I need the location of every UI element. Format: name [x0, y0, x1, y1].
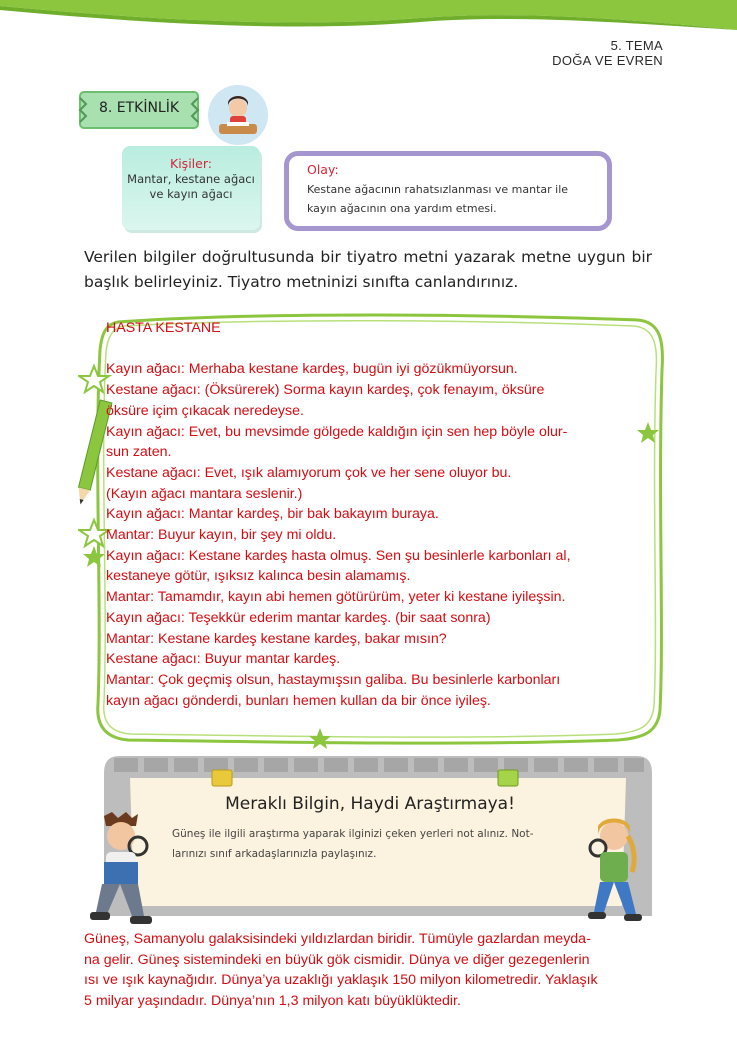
characters-line: Mantar, kestane ağacı: [127, 172, 255, 186]
characters-title: Kişiler:: [170, 156, 212, 171]
characters-card: [122, 146, 260, 230]
answer-line: Güneş, Samanyolu galaksisindeki yıldızlardan biridir. Tümüyle gazlardan meyda-: [84, 931, 591, 947]
event-card: [284, 151, 612, 231]
answer-line: 5 milyar yaşındadır. Dünya’nın 1,3 milyon katı büyüklüktedir.: [84, 992, 461, 1009]
event-title: Olay:: [307, 162, 339, 177]
story-line: Mantar: Tamamdır, kayın abi hemen götürürüm, yeter ki kestane iyileşsin.: [106, 589, 566, 606]
answer-text: [84, 929, 664, 1011]
research-line: larınızı sınıf arkadaşlarınızla paylaşınız.: [172, 848, 377, 860]
story-line: Kestane ağacı: Evet, ışık alamıyorum çok ve her sene oluyor bu.: [106, 464, 512, 481]
theme-number: 5. TEMA: [610, 38, 663, 53]
characters-line: ve kayın ağacı: [149, 187, 233, 201]
story-line: Kayın ağacı: Mantar kardeş, bir bak bakayım buraya.: [106, 506, 439, 523]
boy-magnifier-icon: [86, 812, 158, 928]
research-line: Güneş ile ilgili araştırma yaparak ilginizi çeken yerleri not alınız. Not-: [172, 828, 534, 840]
theme-name: DOĞA VE EVREN: [552, 53, 663, 68]
story-line: (Kayın ağacı mantara seslenir.): [106, 485, 303, 502]
story-line: Kayın ağacı: Kestane kardeş hasta olmuş. Sen şu besinlerle karbonları al,: [106, 547, 571, 564]
story-line: Kayın ağacı: Merhaba kestane kardeş, bugün iyi gözükmüyorsun.: [106, 361, 518, 378]
event-line: Kestane ağacının rahatsızlanması ve mantar ile: [307, 183, 569, 196]
activity-label: 8. ETKİNLİK: [98, 100, 180, 116]
story-line: kestaneye götür, ışıksız kalınca besin alamamış.: [106, 568, 411, 585]
story-line: sun zaten.: [106, 444, 172, 461]
story-line: öksüre içim çıkacak neredeyse.: [106, 402, 304, 419]
story-line: Mantar: Çok geçmiş olsun, hastaymışsın galiba. Bu besinlerle karbonları: [106, 671, 561, 688]
answer-line: ısı ve ışık kaynağıdır. Dünya’ya uzaklığı yaklaşık 150 milyon kilometredir. Yaklaşık: [84, 972, 598, 988]
story-title: HASTA KESTANE: [106, 320, 221, 336]
story-line: Mantar: Buyur kayın, bir şey mi oldu.: [106, 527, 337, 544]
research-title: Meraklı Bilgin, Haydi Araştırmaya!: [225, 794, 515, 814]
characters-body: [122, 172, 260, 202]
theme-label: [552, 38, 663, 68]
story-spacer: [106, 339, 636, 360]
story-line: Kayın ağacı: Evet, bu mevsimde gölgede kaldığın için sen hep böyle olur-: [106, 423, 568, 440]
girl-magnifier-icon: [584, 816, 644, 926]
girl-reading-icon: [207, 84, 269, 146]
story-line: Kestane ağacı: Buyur mantar kardeş.: [106, 651, 341, 668]
instruction-text: Verilen bilgiler doğrultusunda bir tiyatro metni yazarak metne uygun bir başlık belirleyiniz. Tiyatro metninizi sınıfta canlandırınız.: [84, 248, 652, 291]
event-body: [307, 180, 603, 218]
event-line: kayın ağacının ona yardım etmesi.: [307, 202, 497, 215]
story-line: Mantar: Kestane kardeş kestane kardeş, bakar mısın?: [106, 630, 447, 647]
story-line: Kestane ağacı: (Öksürerek) Sorma kayın kardeş, çok fenayım, öksüre: [106, 382, 545, 399]
story-line: Kayın ağacı: Teşekkür ederim mantar kardeş. (bir saat sonra): [106, 609, 491, 626]
story-line: kayın ağacı gönderdi, bunları hemen kullan da bir önce iyileş.: [106, 692, 491, 709]
research-body: [172, 824, 582, 864]
story-text: [106, 318, 636, 711]
answer-line: na gelir. Güneş sistemindeki en büyük gök cismidir. Dünya ve diğer gezegenlerin: [84, 951, 590, 968]
